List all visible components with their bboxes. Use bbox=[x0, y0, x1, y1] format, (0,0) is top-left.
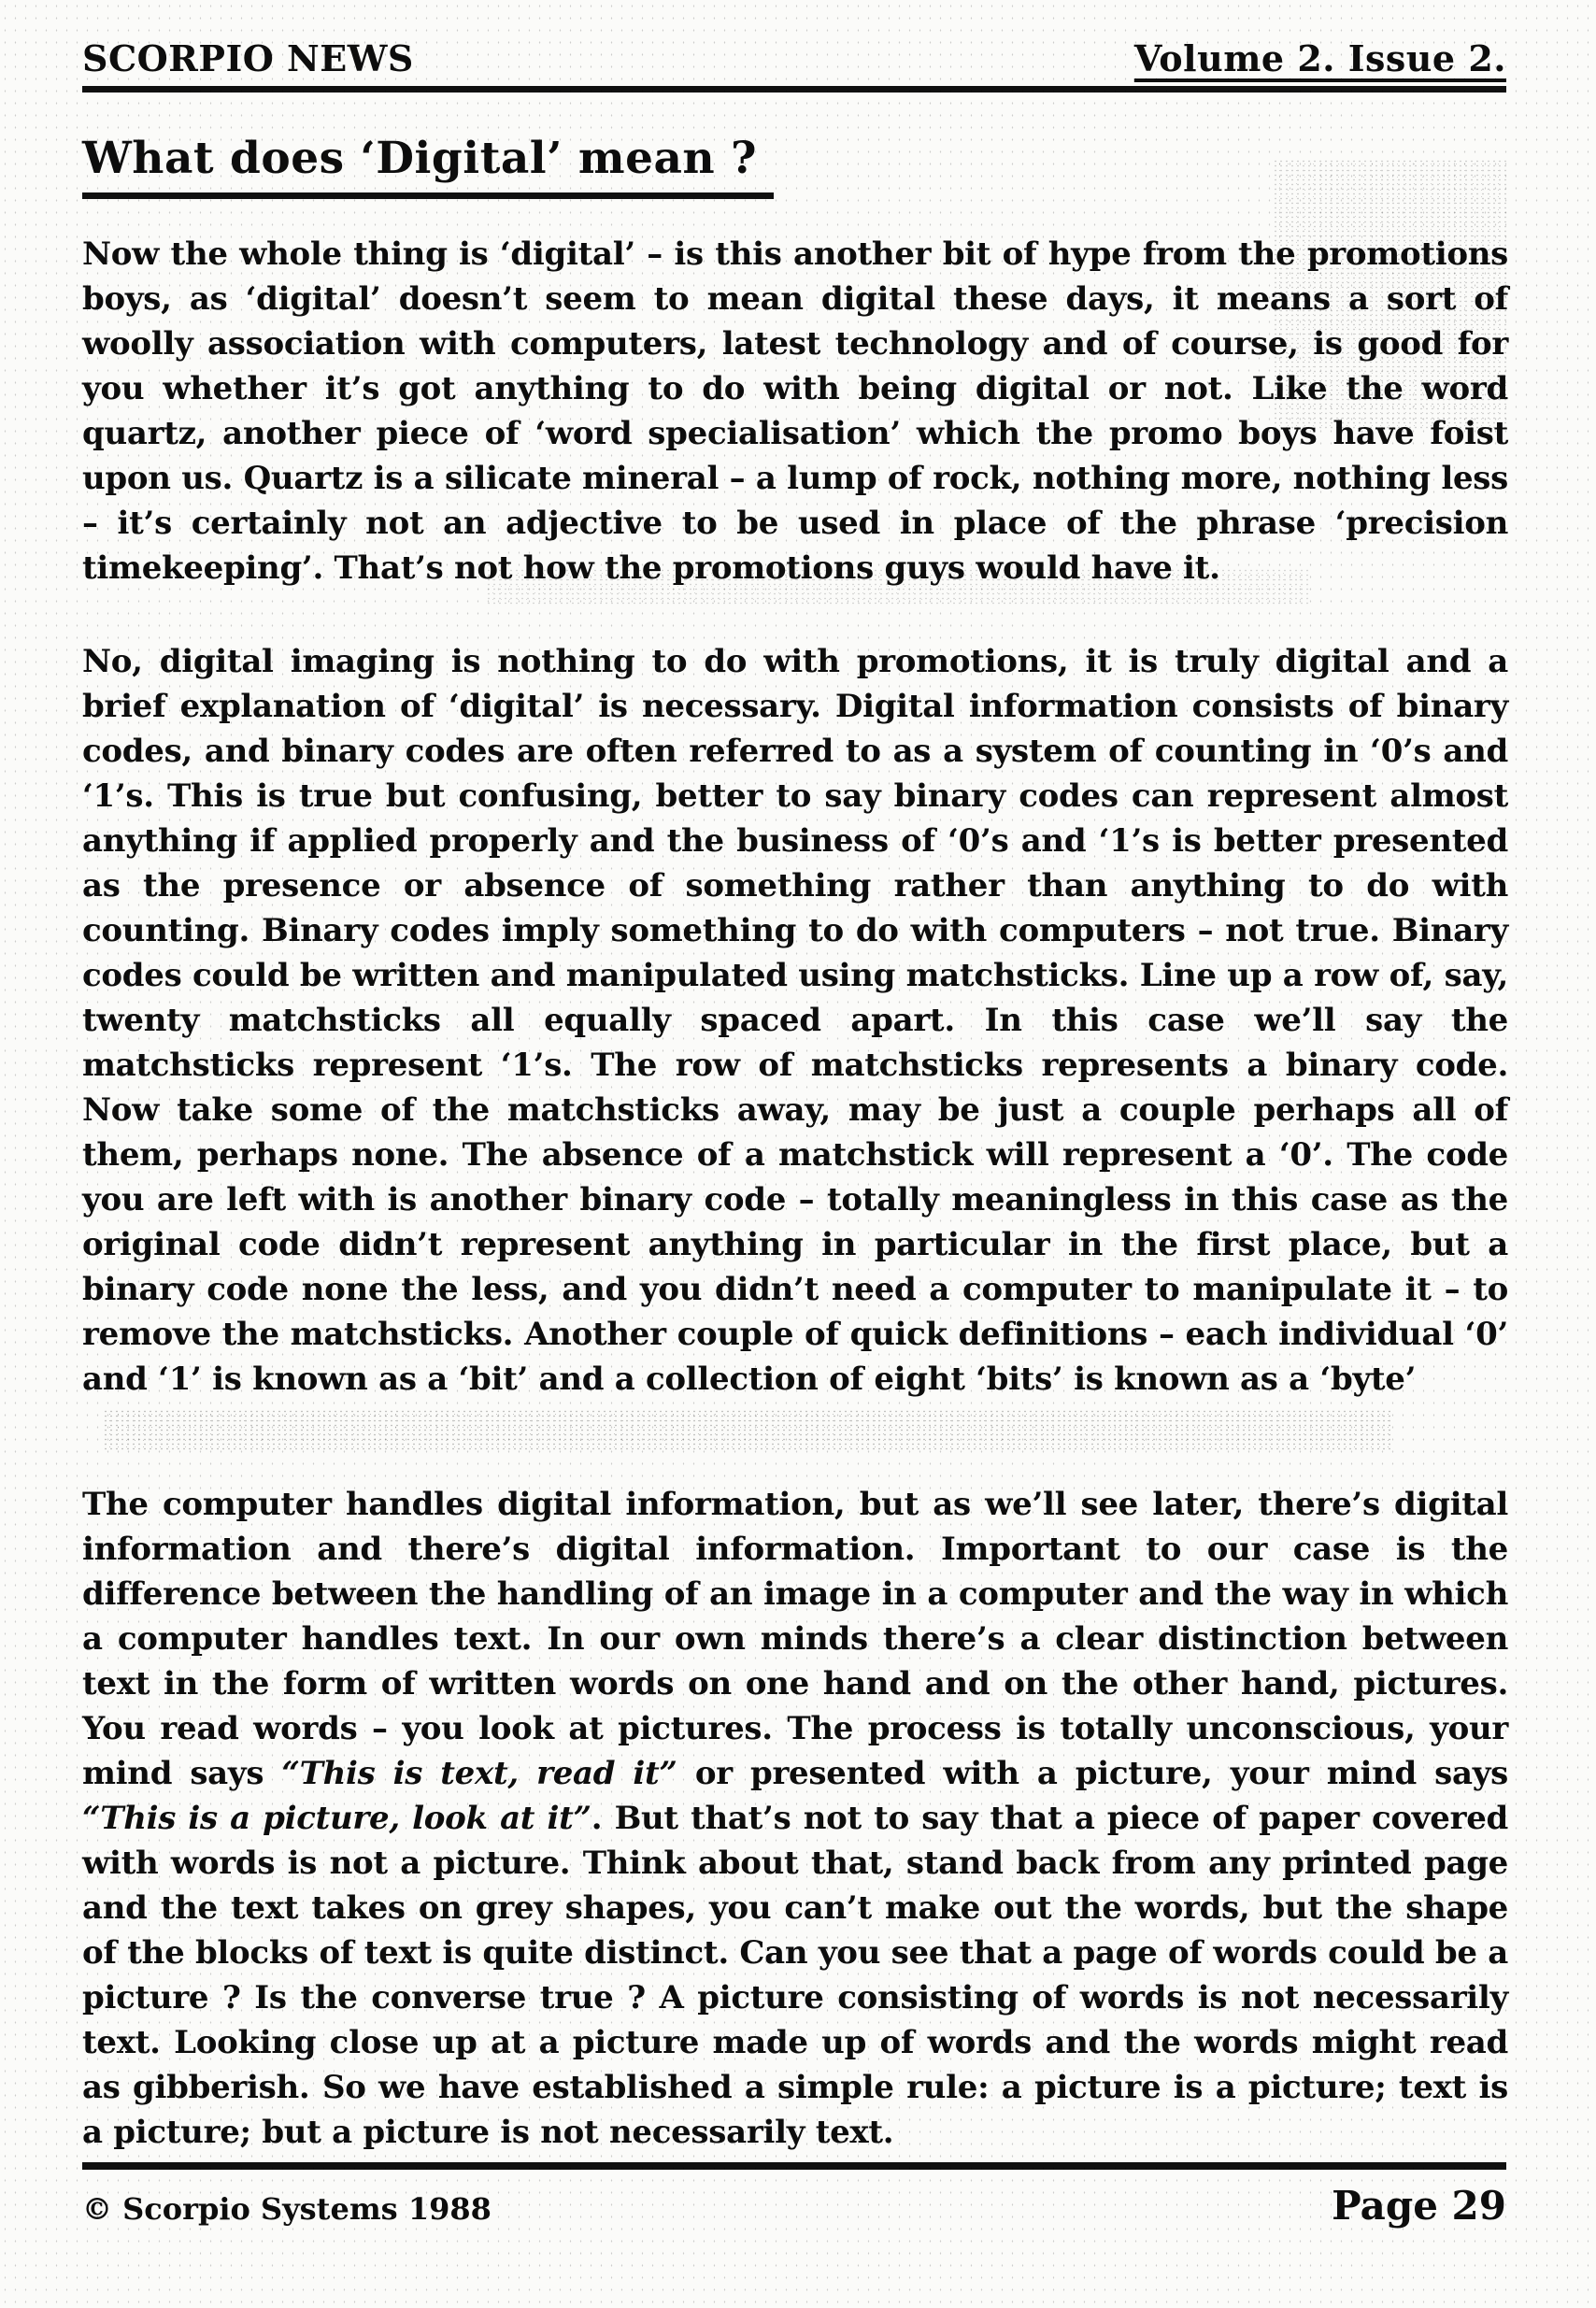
paragraph-1: Now the whole thing is ‘digital’ – is this another bit of hype from the promotions boys, as ‘digital’ doesn’t seem to mean digital these days, it means a sort of woolly association with computers, latest technology and of course, is good for you whether it’s got anything to do with being digital or not. Like the word quartz, another piece of ‘word specialisation’ which the promo boys have foist upon us. Quartz is a silicate mineral – a lump of rock, nothing more, nothing less – it’s certainly not an adjective to be used in place of the phrase ‘precision timekeeping’. That’s not how the promotions guys would have it. bbox=[82, 235, 1508, 587]
footer-page-number: Page 29 bbox=[1332, 2183, 1506, 2229]
paragraph-2: No, digital imaging is nothing to do with promotions, it is truly digital and a brief explanation of ‘digital’ is necessary. Digital information consists of binary codes, and binary codes are often referred to as a system of counting in ‘0’s and ‘1’s. This is true but confusing, better to say binary codes can represent almost anything if applied properly and the business of ‘0’s and ‘1’s is better presented as the presence or absence of something rather than anything to do with counting. Binary codes imply something to do with computers – not true. Binary codes could be written and manipulated using matchsticks. Line up a row of, say, twenty matchsticks all equally spaced apart. In this case we’ll say the matchsticks represent ‘1’s. The row of matchsticks represents a binary code. Now take some of the matchsticks away, may be just a couple perhaps all of them, perhaps none. The absence of a matchstick will represent a ‘0’. The code you are left with is another binary code – totally meaningless in this case as the original code didn’t represent anything in particular in the first place, but a binary code none the less, and you didn’t need a computer to manipulate it – to remove the matchsticks. Another couple of quick definitions – each individual ‘0’ and ‘1’ is known as a ‘bit’ and a collection of eight ‘bits’ is known as a ‘byte’ bbox=[82, 643, 1508, 1398]
page-footer bbox=[82, 2183, 1506, 2229]
header-issue-label: Volume 2. Issue 2. bbox=[1133, 37, 1506, 79]
scan-noise-strip bbox=[103, 1409, 1392, 1452]
paragraph-3: The computer handles digital information, but as we’ll see later, there’s digital information and there’s digital information. Important to our case is the difference between the handling of an image in a computer and the way in which a computer handles text. In our own minds there’s a clear distinction between text in the form of written words on one hand and on the other hand, pictures. You read words – you look at pictures. The process is totally unconscious, your mind says “This is text, read it” or presented with a picture, your mind says “This is a picture, look at it”. But that’s not to say that a piece of paper covered with words is not a picture. Think about that, stand back from any printed page and the text takes on grey shapes, you can’t make out the words, but the shape of the blocks of text is quite distinct. Can you see that a page of words could be a picture ? Is the converse true ? A picture consisting of words is not necessarily text. Looking close up at a picture made up of words and the words might read as gibberish. So we have established a simple rule: a picture is a picture; text is a picture; but a picture is not necessarily text. bbox=[82, 1486, 1508, 2151]
header-journal-title: SCORPIO NEWS bbox=[82, 37, 414, 79]
footer-rule bbox=[82, 2162, 1506, 2170]
header-rule bbox=[82, 86, 1506, 93]
page-header bbox=[82, 37, 1506, 79]
article-title: What does ‘Digital’ mean ? bbox=[82, 133, 774, 199]
footer-copyright: © Scorpio Systems 1988 bbox=[82, 2191, 492, 2227]
